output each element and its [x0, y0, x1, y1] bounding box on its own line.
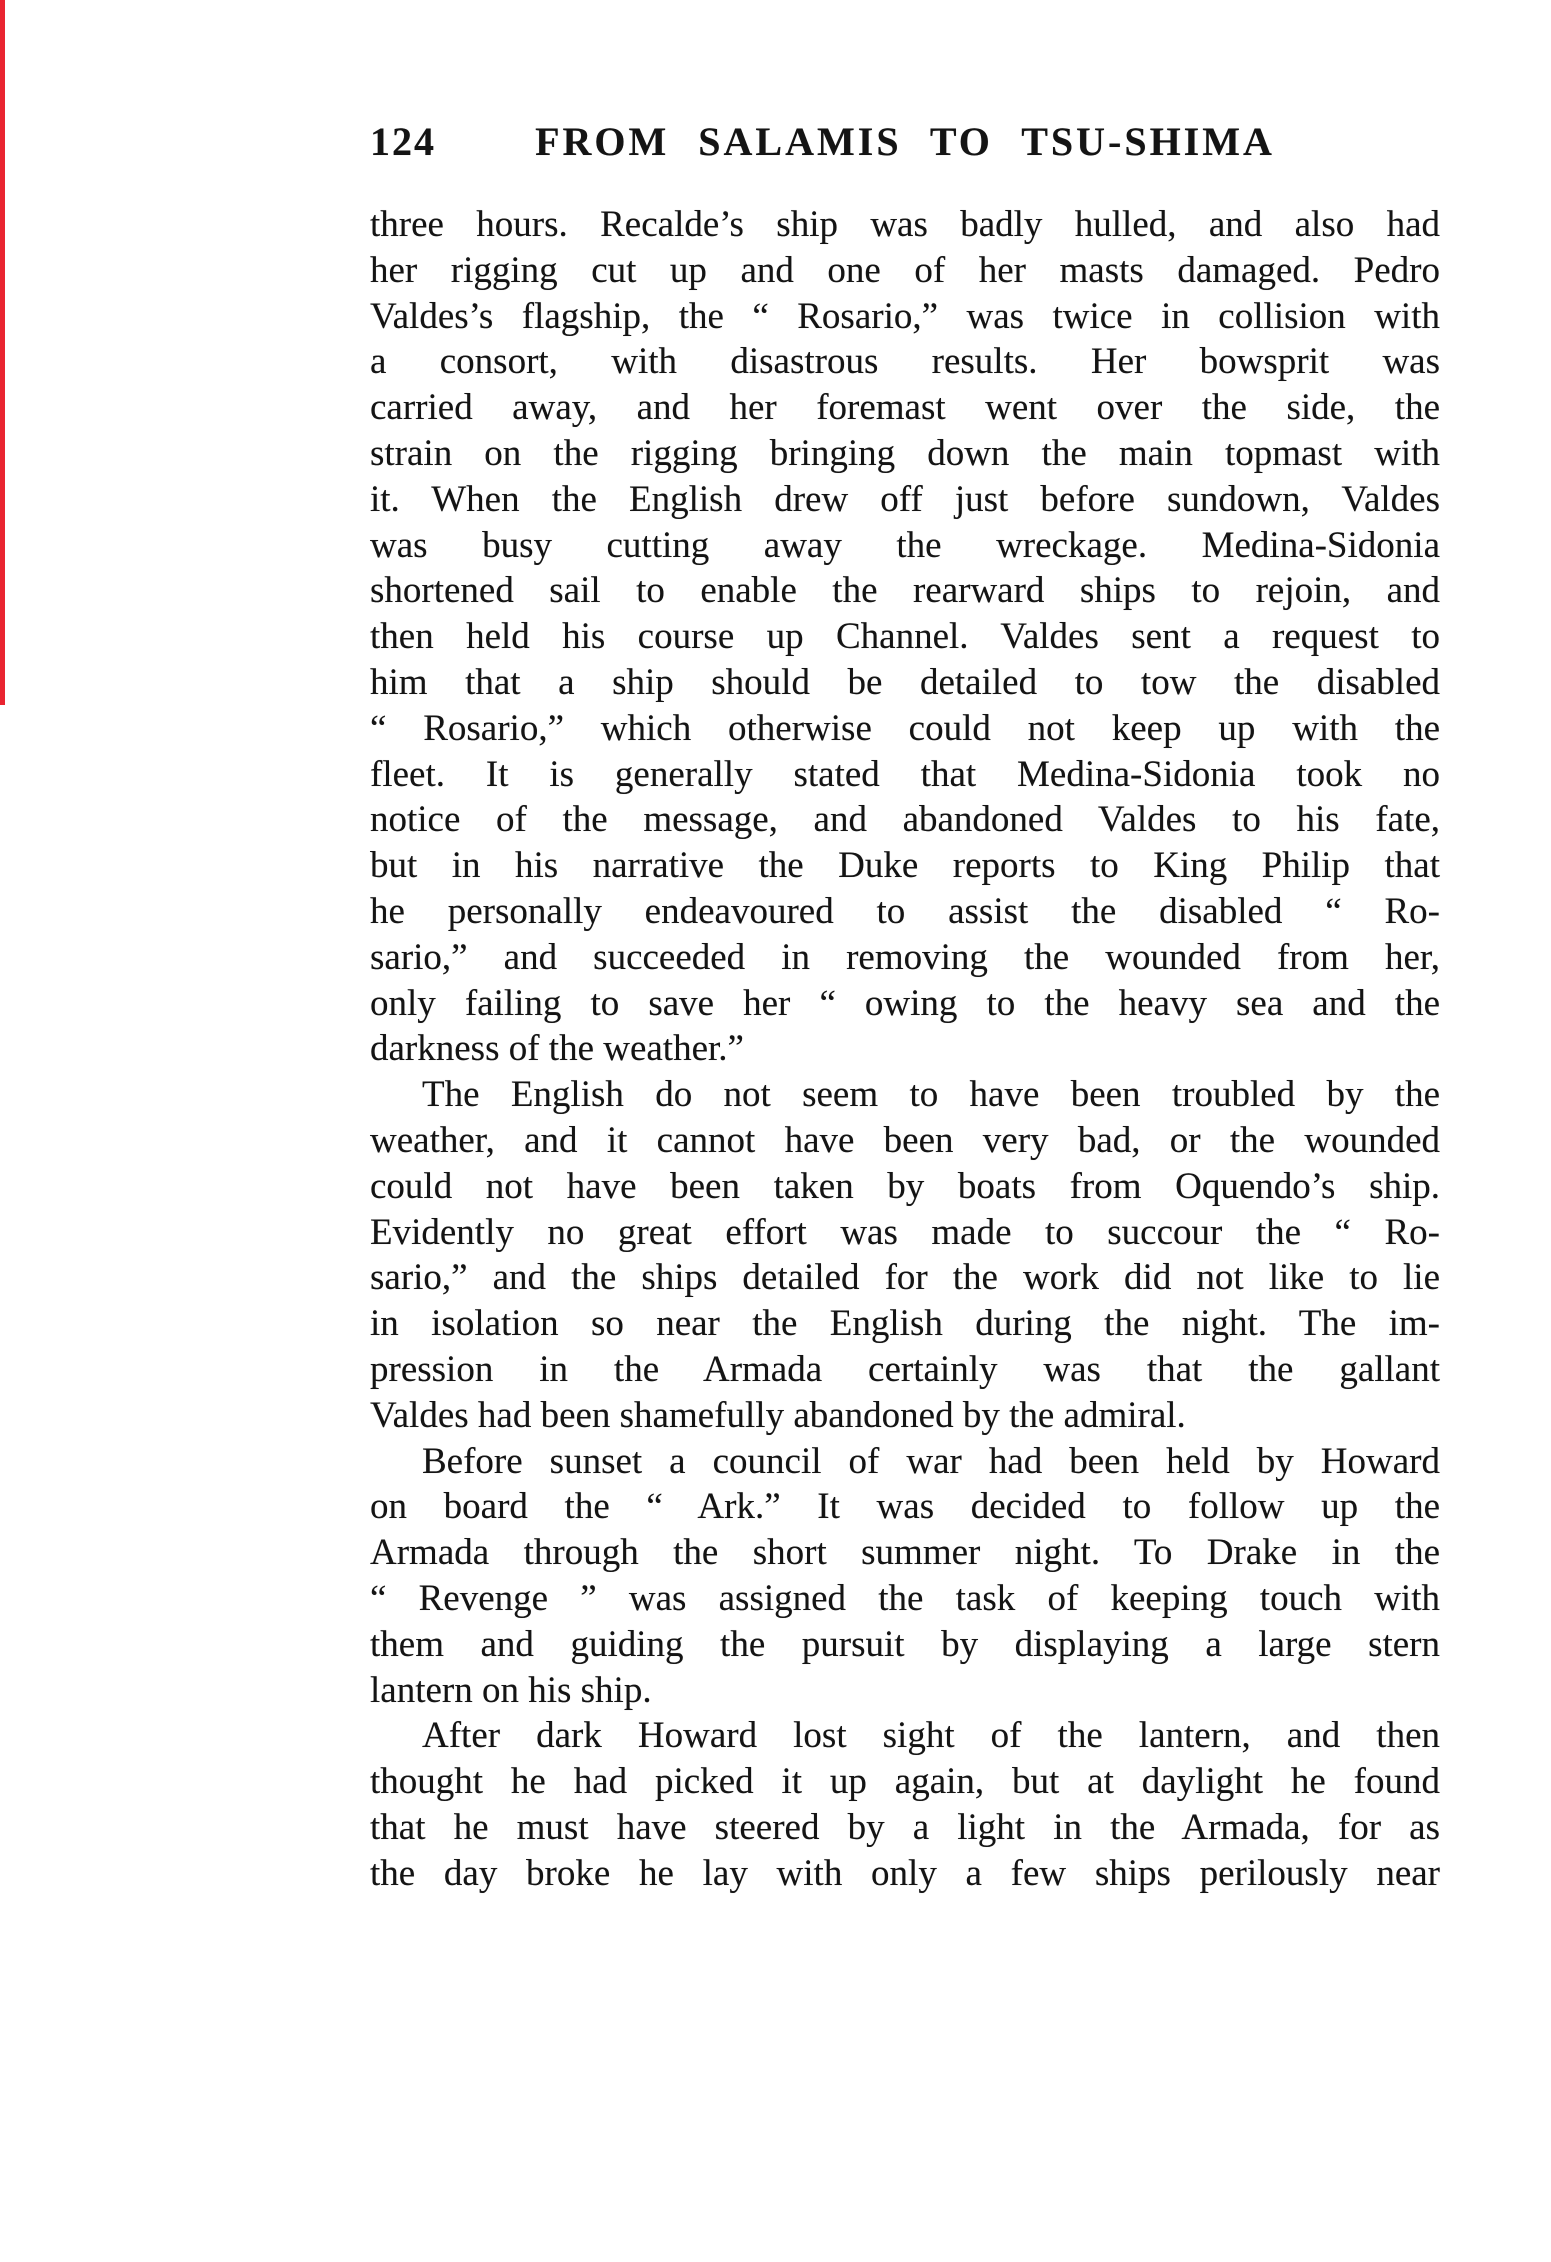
text-line: Armada through the short summer night. To Drake in the: [370, 1532, 1440, 1574]
text-line: “ Rosario,” which otherwise could not keep up with the: [370, 707, 1440, 749]
text-line: him that a ship should be detailed to tow the disabled: [370, 661, 1440, 703]
text-line: three hours. Recalde’s ship was badly hulled, and also had: [370, 204, 1440, 245]
text-line: in isolation so near the English during the night. The im-: [370, 1303, 1440, 1345]
text-line: then held his course up Channel. Valdes sent a request to: [370, 616, 1440, 658]
page-number: 124: [370, 119, 436, 164]
text-line: Valdes had been shamefully abandoned by the admiral.: [370, 1394, 1186, 1436]
running-title: FROM SALAMIS TO TSU-SHIMA: [535, 119, 1275, 164]
text-line: them and guiding the pursuit by displaying a large stern: [370, 1623, 1440, 1665]
paragraph: [370, 1072, 1440, 1438]
text-line: fleet. It is generally stated that Medina-Sidonia took no: [370, 753, 1440, 795]
text-line: darkness of the weather.”: [370, 1028, 744, 1070]
text-line: pression in the Armada certainly was that the gallant: [370, 1348, 1440, 1390]
text-line: shortened sail to enable the rearward ships to rejoin, and: [370, 570, 1440, 612]
text-line: the day broke he lay with only a few ships perilously near: [370, 1852, 1440, 1894]
text-line: on board the “ Ark.” It was decided to follow up the: [370, 1486, 1440, 1528]
paragraph: [370, 202, 1440, 1072]
text-line: he personally endeavoured to assist the disabled “ Ro-: [370, 890, 1440, 932]
text-line: that he must have steered by a light in the Armada, for as: [370, 1806, 1440, 1848]
text-line: weather, and it cannot have been very bad, or the wounded: [370, 1119, 1440, 1161]
text-line: was busy cutting away the wreckage. Medina-Sidonia: [370, 524, 1440, 566]
text-line: it. When the English drew off just before sundown, Valdes: [370, 478, 1440, 520]
text-line: Valdes’s flagship, the “ Rosario,” was twice in collision with: [370, 295, 1440, 337]
text-line: lantern on his ship.: [370, 1669, 652, 1711]
text-line: “ Revenge ” was assigned the task of keeping touch with: [370, 1577, 1440, 1619]
text-line: notice of the message, and abandoned Valdes to his fate,: [370, 799, 1440, 841]
text-line: sario,” and succeeded in removing the wounded from her,: [370, 936, 1440, 978]
text-line: only failing to save her “ owing to the heavy sea and the: [370, 982, 1440, 1024]
paragraph: [370, 1439, 1440, 1714]
text-line: could not have been taken by boats from Oquendo’s ship.: [370, 1165, 1440, 1207]
text-line: sario,” and the ships detailed for the work did not like to lie: [370, 1257, 1440, 1299]
paragraph: [370, 1713, 1440, 1896]
page-header: [370, 118, 1440, 172]
text-line: carried away, and her foremast went over the side, the: [370, 387, 1440, 429]
text-line: The English do not seem to have been troubled by the: [422, 1074, 1440, 1116]
text-line: a consort, with disastrous results. Her bowsprit was: [370, 341, 1440, 383]
text-line: Before sunset a council of war had been held by Howard: [422, 1440, 1440, 1482]
text-line: strain on the rigging bringing down the main topmast with: [370, 432, 1440, 474]
page-body: [370, 202, 1440, 1896]
text-line: but in his narrative the Duke reports to King Philip that: [370, 845, 1440, 887]
text-line: Evidently no great effort was made to succour the “ Ro-: [370, 1211, 1440, 1253]
text-line: After dark Howard lost sight of the lantern, and then: [422, 1715, 1440, 1757]
scan-edge-stripe: [0, 0, 5, 705]
text-line: thought he had picked it up again, but at daylight he found: [370, 1761, 1440, 1803]
text-line: her rigging cut up and one of her masts damaged. Pedro: [370, 249, 1440, 291]
